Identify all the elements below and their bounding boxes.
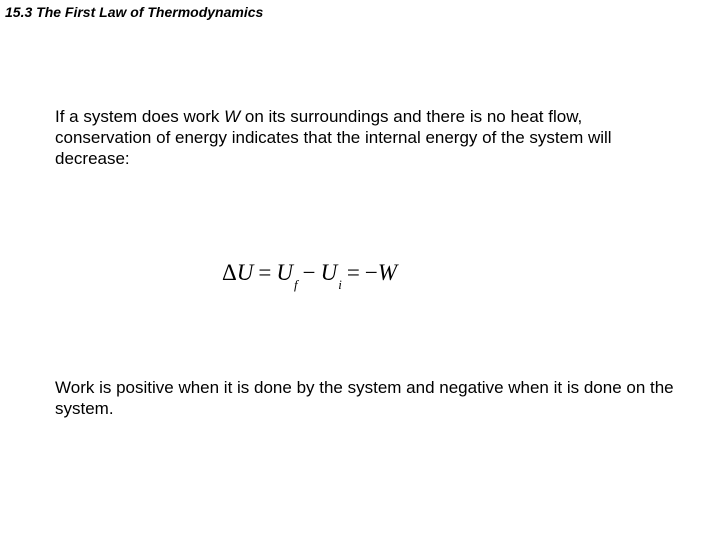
intro-text-after: on its surroundings and there is no heat flow, conservation of energy indicates that the internal energy of the system will decrease: bbox=[55, 107, 612, 168]
eq-negative: − bbox=[364, 260, 378, 285]
slide-title: 15.3 The First Law of Thermodynamics bbox=[5, 4, 264, 20]
intro-text-before: If a system does work bbox=[55, 107, 225, 126]
internal-energy-equation bbox=[222, 260, 398, 292]
eq-sub-i: i bbox=[338, 277, 342, 292]
intro-paragraph bbox=[55, 106, 655, 169]
eq-w: W bbox=[377, 260, 398, 285]
delta-symbol: Δ bbox=[222, 260, 237, 285]
eq-u: U bbox=[236, 260, 254, 285]
eq-equals-1: = bbox=[258, 260, 272, 285]
work-sign-paragraph: Work is positive when it is done by the system and negative when it is done on the system. bbox=[55, 378, 674, 418]
eq-sub-f: f bbox=[294, 277, 298, 292]
eq-u-final: U bbox=[276, 260, 294, 285]
eq-minus: − bbox=[302, 260, 316, 285]
work-symbol: W bbox=[224, 107, 241, 126]
eq-equals-2: = bbox=[346, 260, 360, 285]
eq-u-initial: U bbox=[320, 260, 338, 285]
